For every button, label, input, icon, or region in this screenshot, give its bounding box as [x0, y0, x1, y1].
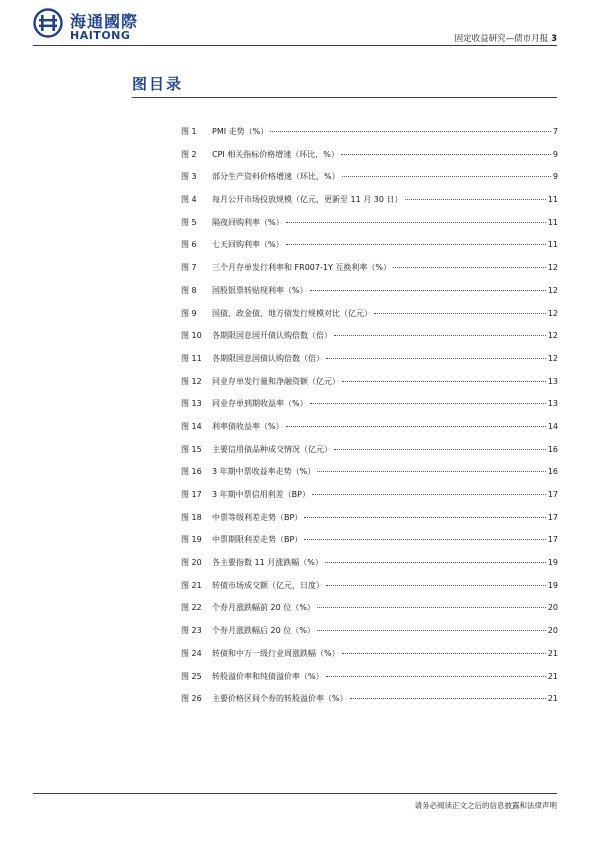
- haitong-logo-icon: [33, 8, 63, 38]
- toc-entry-page: 13: [547, 399, 558, 409]
- toc-entry-page: 21: [547, 671, 558, 681]
- toc-entry-page: 12: [547, 263, 558, 273]
- toc-leader-dots: [317, 630, 546, 631]
- toc-entry-title: 各期限国息国债认购倍数（倍）: [212, 353, 324, 363]
- toc-entry-page: 13: [547, 376, 558, 386]
- toc-entry-number: 图 12: [181, 376, 202, 386]
- toc-entry-number: 图 8: [181, 285, 197, 295]
- toc-entry-number: 图 20: [181, 558, 202, 568]
- toc-entry[interactable]: [181, 421, 558, 444]
- toc-entry-page: 16: [547, 467, 558, 477]
- toc-entry[interactable]: [181, 489, 558, 512]
- toc-entry-page: 17: [547, 535, 558, 545]
- toc-entry-number: 图 24: [181, 648, 202, 658]
- figure-list: [181, 126, 558, 716]
- toc-entry[interactable]: [181, 648, 558, 671]
- toc-entry-page: 11: [547, 195, 558, 205]
- toc-entry-title: 七天回购利率（%）: [212, 240, 284, 250]
- toc-entry[interactable]: [181, 194, 558, 217]
- toc-leader-dots: [317, 607, 546, 608]
- toc-leader-dots: [286, 222, 546, 223]
- toc-entry-title: 中票期限利差走势（BP）: [212, 535, 303, 545]
- toc-entry[interactable]: [181, 308, 558, 331]
- toc-entry-title: 个券月涨跌幅前 20 位（%）: [212, 603, 315, 613]
- toc-entry-number: 图 2: [181, 149, 197, 159]
- toc-entry-number: 图 10: [181, 331, 202, 341]
- toc-leader-dots: [312, 494, 546, 495]
- toc-entry[interactable]: [181, 602, 558, 625]
- toc-leader-dots: [350, 698, 546, 699]
- toc-leader-dots: [270, 131, 551, 132]
- logo-chinese-name: 海通國際: [70, 12, 139, 31]
- toc-leader-dots: [405, 199, 546, 200]
- toc-entry-page: 9: [552, 172, 558, 182]
- toc-entry[interactable]: [181, 285, 558, 308]
- toc-entry-title: 3 年期中票信用利差（BP）: [212, 490, 310, 499]
- toc-entry[interactable]: [181, 171, 558, 194]
- toc-entry-title: 国股银票转贴现利率（%）: [212, 285, 308, 295]
- toc-entry-title: 3 年期中票收益率走势（%）: [212, 467, 316, 477]
- toc-entry-number: 图 13: [181, 399, 202, 409]
- toc-entry-title: CPI 相关指标价格增速（环比，%）: [212, 149, 339, 159]
- toc-entry[interactable]: [181, 126, 558, 149]
- toc-entry[interactable]: [181, 466, 558, 489]
- toc-entry-number: 图 23: [181, 626, 202, 636]
- toc-entry-title: 隔夜回购利率（%）: [212, 217, 284, 227]
- toc-entry[interactable]: [181, 693, 558, 716]
- toc-entry-title: 中票等级利差走势（BP）: [212, 512, 303, 522]
- toc-leader-dots: [286, 244, 546, 245]
- toc-entry-title: 同业存单发行量和净融资额（亿元）: [212, 376, 340, 386]
- toc-entry-number: 图 16: [181, 467, 202, 477]
- toc-entry-number: 图 9: [181, 308, 197, 318]
- toc-entry-number: 图 17: [181, 490, 202, 499]
- toc-entry-page: 11: [547, 240, 558, 250]
- toc-entry-page: 7: [552, 127, 558, 136]
- toc-leader-dots: [341, 154, 551, 155]
- toc-leader-dots: [393, 267, 546, 268]
- toc-entry-title: 转股溢价率和纯债溢价率（%）: [212, 671, 324, 681]
- toc-leader-dots: [325, 562, 546, 563]
- toc-entry-page: 20: [547, 603, 558, 613]
- toc-entry[interactable]: [181, 671, 558, 694]
- toc-entry-number: 图 5: [181, 217, 197, 227]
- toc-entry-number: 图 11: [181, 353, 202, 363]
- toc-entry-title: 个券月涨跌幅后 20 位（%）: [212, 626, 315, 636]
- toc-entry[interactable]: [181, 217, 558, 240]
- toc-entry-number: 图 22: [181, 603, 202, 613]
- toc-entry[interactable]: [181, 149, 558, 172]
- toc-entry[interactable]: [181, 512, 558, 535]
- toc-entry-title: 主要信用债品种成交情况（亿元）: [212, 444, 332, 454]
- toc-entry-page: 11: [547, 217, 558, 227]
- toc-leader-dots: [310, 290, 546, 291]
- toc-entry-number: 图 25: [181, 671, 202, 681]
- toc-entry-title: 国债、政金债、地方债发行规模对比（亿元）: [212, 308, 372, 318]
- toc-entry-title: 部分生产资料价格增速（环比，%）: [212, 172, 340, 182]
- toc-entry-number: 图 18: [181, 512, 202, 522]
- toc-entry[interactable]: [181, 557, 558, 580]
- toc-entry-page: 12: [547, 331, 558, 341]
- toc-entry-number: 图 21: [181, 580, 202, 590]
- toc-entry-title: 转债和中万一级行业周涨跌幅（%）: [212, 648, 340, 658]
- toc-entry-title: 主要价格区间个券的转股溢价率（%）: [212, 694, 348, 704]
- toc-leader-dots: [304, 539, 546, 540]
- toc-entry-page: 12: [547, 353, 558, 363]
- toc-entry-title: 转债市场成交额（亿元，日度）: [212, 580, 324, 590]
- toc-entry-title: 利率债收益率（%）: [212, 421, 284, 431]
- toc-entry[interactable]: [181, 580, 558, 603]
- toc-entry-title: 同业存单到期收益率（%）: [212, 399, 308, 409]
- toc-entry-page: 16: [547, 444, 558, 454]
- toc-entry-number: 图 1: [181, 127, 197, 136]
- toc-entry-page: 12: [547, 285, 558, 295]
- toc-entry-number: 图 4: [181, 195, 197, 205]
- toc-leader-dots: [304, 517, 546, 518]
- toc-entry-page: 12: [547, 308, 558, 318]
- toc-entry-page: 21: [547, 648, 558, 658]
- toc-leader-dots: [317, 471, 546, 472]
- toc-leader-dots: [326, 358, 546, 359]
- toc-entry-title: 每月公开市场投放规模（亿元，更新至 11 月 30 日）: [212, 195, 403, 205]
- toc-entry-title: PMI 走势（%）: [212, 127, 269, 136]
- toc-leader-dots: [342, 381, 546, 382]
- toc-entry-number: 图 7: [181, 263, 197, 273]
- toc-entry[interactable]: [181, 353, 558, 376]
- title-divider: [132, 97, 557, 98]
- toc-entry-page: 9: [552, 149, 558, 159]
- toc-leader-dots: [286, 426, 546, 427]
- toc-entry-number: 图 26: [181, 694, 202, 704]
- toc-leader-dots: [342, 176, 551, 177]
- toc-entry[interactable]: [181, 625, 558, 648]
- logo-english-name: HAITONG: [70, 29, 131, 42]
- toc-entry-number: 图 19: [181, 535, 202, 545]
- toc-entry[interactable]: [181, 534, 558, 557]
- header-divider: [33, 45, 557, 46]
- toc-entry-page: 20: [547, 626, 558, 636]
- toc-entry[interactable]: [181, 376, 558, 399]
- toc-leader-dots: [334, 335, 546, 336]
- toc-title: 图目录: [132, 75, 184, 93]
- header-report-info: [455, 32, 557, 44]
- toc-entry-title: 各主要指数 11 月涨跌幅（%）: [212, 558, 323, 568]
- toc-entry-page: 19: [547, 558, 558, 568]
- toc-entry[interactable]: [181, 262, 558, 285]
- toc-entry[interactable]: [181, 398, 558, 421]
- toc-leader-dots: [326, 676, 546, 677]
- toc-leader-dots: [342, 653, 546, 654]
- toc-entry-number: 图 14: [181, 421, 202, 431]
- toc-entry-page: 21: [547, 694, 558, 704]
- report-type: 固定收益研究—债市月报: [454, 34, 549, 44]
- toc-entry-page: 19: [547, 580, 558, 590]
- page-header: [0, 0, 595, 50]
- toc-entry-number: 图 3: [181, 172, 197, 182]
- toc-entry[interactable]: [181, 444, 558, 467]
- toc-entry-number: 图 6: [181, 240, 197, 250]
- toc-entry[interactable]: [181, 330, 558, 353]
- toc-entry-page: 14: [547, 421, 558, 431]
- toc-entry[interactable]: [181, 239, 558, 262]
- page-number: 3: [551, 34, 557, 44]
- toc-leader-dots: [334, 449, 546, 450]
- footer-divider: [33, 793, 557, 794]
- toc-leader-dots: [310, 403, 546, 404]
- toc-entry-number: 图 15: [181, 444, 202, 454]
- footer-disclaimer: 请务必阅读正文之后的信息披露和法律声明: [414, 801, 557, 810]
- toc-leader-dots: [374, 313, 546, 314]
- toc-entry-title: 三个月存单发行利率和 FR007-1Y 互换利率（%）: [212, 263, 391, 273]
- toc-entry-page: 17: [547, 490, 558, 499]
- toc-entry-title: 各期限国息国开债认购倍数（倍）: [212, 331, 332, 341]
- toc-leader-dots: [326, 585, 546, 586]
- toc-entry-page: 17: [547, 512, 558, 522]
